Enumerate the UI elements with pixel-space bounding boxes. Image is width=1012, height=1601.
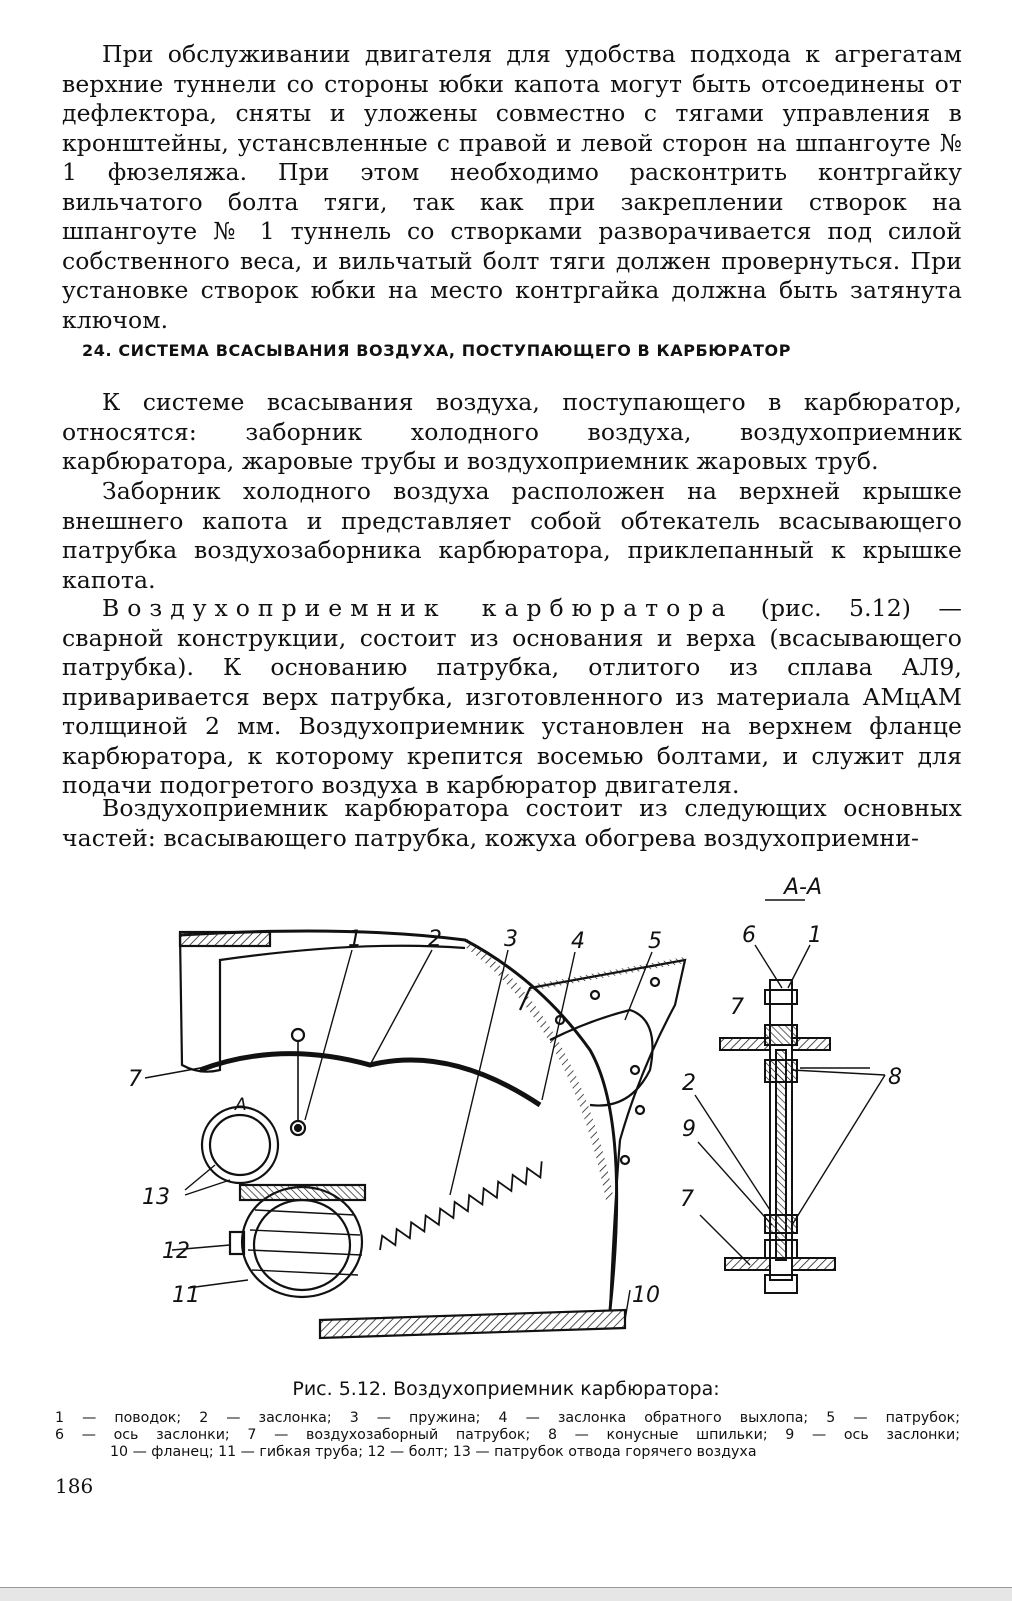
scan-bottom-edge bbox=[0, 1587, 1012, 1601]
paragraph-cold-air-intake: Заборник холодного воздуха расположен на верхней крышке внешнего капота и представляет собой обтекатель всасывающего патрубка воздухозаборника карбюратора, приклепанный к крышке капота. bbox=[62, 477, 962, 594]
section-label-2: 2 bbox=[682, 1071, 696, 1096]
paragraph-maintenance: При обслуживании двигателя для удобства подхода к агрегатам верхние туннели со стороны юбки капота могут быть отсоединены от дефлектора, сняты и уложены совместно с тягами управления в кронштейны, устансвленные с правой и левой сторон на шпангоуте № 1 фюзеляжа. При этом необходимо расконтрить контргайку вильчатого болта тяги, так как при закреплении створок на шпангоуте № 1 туннель со створками разворачивается под силой собственного веса, и вильчатый болт тяги должен провернуться. При установке створок юбки на место контргайка должна быть затянута ключом. bbox=[62, 40, 962, 334]
paragraph-carburetor-intake-text: (рис. 5.12) — сварной конструкции, состоит из основания и верха (всасывающего патрубка). К основанию патрубка, отлитого из сплава АЛ9, приваривается верх патрубка, изготовленного из материала АМцАМ толщиной 2 мм. Воздухоприемник установлен на верхнем фланце карбюратора, к которому крепится восемью болтами, и служит для подачи подогретого воздуха в карбюратор двигателя. bbox=[62, 594, 962, 799]
label-10: 10 bbox=[632, 1283, 660, 1308]
label-5: 5 bbox=[648, 929, 662, 954]
section-label-6: 6 bbox=[742, 923, 756, 948]
label-2: 2 bbox=[428, 927, 442, 952]
label-1: 1 bbox=[348, 927, 362, 952]
section-label: А-А bbox=[784, 875, 823, 900]
figure-carburetor-intake bbox=[120, 870, 960, 1370]
legend-line-1: 1 — поводок; 2 — заслонка; 3 — пружина; 4 — заслонка обратного выхлопа; 5 — патрубок; bbox=[55, 1410, 960, 1426]
spaced-term: Воздухоприемник карбюратора bbox=[102, 594, 734, 622]
label-3: 3 bbox=[504, 927, 518, 952]
label-4: 4 bbox=[571, 929, 585, 954]
label-11: 11 bbox=[172, 1283, 200, 1308]
section-label-7-top: 7 bbox=[730, 995, 744, 1020]
legend-line-3: 10 — фланец; 11 — гибкая труба; 12 — болт; 13 — патрубок отвода горячего воздуха bbox=[110, 1444, 757, 1460]
label-12: 12 bbox=[162, 1239, 190, 1264]
cut-label-a: А bbox=[235, 1095, 247, 1115]
section-view bbox=[720, 900, 870, 1293]
label-7: 7 bbox=[128, 1067, 142, 1092]
section-label-7-bottom: 7 bbox=[680, 1187, 694, 1212]
paragraph-system-overview: К системе всасывания воздуха, поступающего в карбюратор, относятся: заборник холодного воздуха, воздухоприемник карбюратора, жаровые трубы и воздухоприемник жаровых труб. bbox=[62, 388, 962, 475]
technical-drawing bbox=[120, 870, 960, 1370]
legend-line-2: 6 — ось заслонки; 7 — воздухозаборный патрубок; 8 — конусные шпильки; 9 — ось заслонки; bbox=[55, 1427, 960, 1443]
figure-caption-title: Рис. 5.12. Воздухоприемник карбюратора: bbox=[292, 1378, 720, 1400]
section-label-9: 9 bbox=[682, 1117, 696, 1142]
paragraph-intake-parts: Воздухоприемник карбюратора состоит из следующих основных частей: всасывающего патрубка, кожуха обогрева воздухоприемни- bbox=[62, 794, 962, 852]
page-number: 186 bbox=[55, 1474, 94, 1498]
paragraph-carburetor-intake bbox=[62, 594, 962, 801]
section-heading: 24. СИСТЕМА ВСАСЫВАНИЯ ВОЗДУХА, ПОСТУПАЮЩЕГО В КАРБЮРАТОР bbox=[82, 341, 792, 360]
section-label-8: 8 bbox=[888, 1065, 902, 1090]
label-13: 13 bbox=[142, 1185, 170, 1210]
section-label-1: 1 bbox=[808, 923, 822, 948]
main-view bbox=[180, 931, 685, 1338]
